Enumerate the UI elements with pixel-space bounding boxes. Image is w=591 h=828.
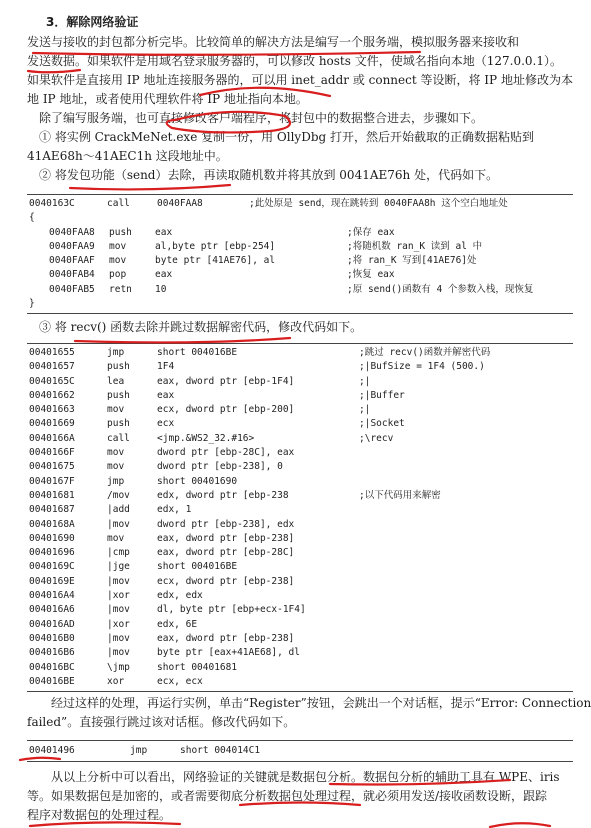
- code-address: 00401669: [29, 418, 75, 430]
- code-line: [27, 475, 573, 489]
- code-mnemonic: |mov: [107, 518, 130, 530]
- code-operand: dword ptr [ebp-238], edx: [157, 518, 295, 530]
- code-line: [27, 603, 573, 617]
- code-operand: ecx, dword ptr [ebp-200]: [157, 404, 295, 416]
- code-line: [27, 744, 573, 758]
- intro-paragraph: [27, 33, 572, 185]
- code-mnemonic: \jmp: [107, 661, 130, 673]
- code-mnemonic: mov: [107, 447, 125, 459]
- code-mnemonic: retn: [109, 283, 132, 295]
- code-line: [27, 268, 573, 282]
- code-operand: byte ptr [41AE76], al: [155, 255, 276, 267]
- step3-paragraph: [27, 318, 572, 337]
- code-address: 0040163C: [29, 198, 75, 209]
- code-address: 004016A6: [29, 604, 75, 616]
- text-line: 地 IP 地址，或者使用代理软件将 IP 地址指向本地。: [27, 92, 308, 106]
- code-address: 0040167F: [29, 475, 75, 487]
- code-address: 0040FAA9: [49, 240, 95, 252]
- underline-mark: [75, 338, 290, 342]
- code-line: [27, 197, 573, 211]
- code-line: [27, 403, 573, 417]
- text-line: 发送数据。如果软件是用域名登录服务器的，可以修改 hosts 文件，使域名指向本地（127.0.0.1）。: [27, 54, 562, 68]
- code-address: 00401696: [29, 547, 75, 559]
- code-address: 00401675: [29, 461, 75, 473]
- code-line: [27, 283, 573, 297]
- text-line: 如果软件是直接用 IP 地址连接服务器的，可以用 inet_addr 或 connect 等设断，将 IP 地址修改为本: [27, 73, 573, 87]
- code-operand: eax, dword ptr [ebp-1F4]: [157, 375, 295, 387]
- code-line: [27, 240, 573, 254]
- code-line: [27, 661, 573, 675]
- code-line: [27, 432, 573, 446]
- code-operand: short 004016BE: [157, 561, 238, 573]
- code-mnemonic: mov: [109, 255, 127, 267]
- code-comment: ;此处原是 send，现在跳转到 0040FAA8h 这个空白地址处: [249, 198, 508, 209]
- code-line: [27, 560, 573, 574]
- code-operand: eax, dword ptr [ebp-238]: [157, 632, 295, 644]
- code-mnemonic: xor: [107, 675, 125, 687]
- code-mnemonic: |mov: [107, 632, 130, 644]
- code-operand: eax: [155, 269, 173, 281]
- code-address: 0040FAB5: [49, 283, 95, 295]
- text-line: 除了编写服务端，也可直接修改客户端程序，将封包中的数据整合进去，步骤如下。: [27, 111, 484, 125]
- text-line: 从以上分析中可以看出，网络验证的关键就是数据包分析。数据包分析的辅助工具有 WPE、iris: [27, 770, 560, 784]
- after-paragraph: [27, 694, 591, 732]
- code-operand: eax, dword ptr [ebp-238]: [157, 532, 295, 544]
- code-mnemonic: push: [107, 361, 130, 373]
- code-operand: byte ptr [eax+41AE68], dl: [157, 647, 300, 659]
- code-mnemonic: jmp: [130, 745, 148, 756]
- text-line: 等。如果数据包是加密的，或者需要彻底分析数据包处理过程，就必须用发送/接收函数设断，跟踪: [27, 789, 548, 803]
- code-brace: }: [29, 298, 35, 310]
- code-line: [27, 646, 573, 660]
- code-mnemonic: |xor: [107, 618, 130, 630]
- code-operand: <jmp.&WS2_32.#16>: [157, 432, 255, 444]
- code-line: [27, 211, 573, 225]
- code-mnemonic: |mov: [107, 604, 130, 616]
- code-mnemonic: |mov: [107, 647, 130, 659]
- code-address: 0040FAAF: [49, 255, 95, 267]
- code-comment: ;将 ran_K 写到[41AE76]处: [347, 255, 477, 267]
- code-comment: ;|: [359, 375, 371, 387]
- code-comment: ;|: [359, 404, 371, 416]
- code-line: [27, 360, 573, 374]
- text-line: 程序对数据包的处理过程。: [27, 808, 172, 822]
- code-comment: ;\recv: [359, 432, 394, 444]
- code-operand: short 00401690: [157, 475, 238, 487]
- code-operand: dword ptr [ebp-28C], eax: [157, 447, 295, 459]
- code-operand: edx, 1: [157, 504, 192, 516]
- code-address: 0040FAA8: [49, 226, 95, 238]
- code-comment: ;原 send()函数有 4 个参数入栈，现恢复: [347, 283, 534, 295]
- code-line: [27, 226, 573, 240]
- code-line: [27, 675, 573, 689]
- code-line: [27, 503, 573, 517]
- code-address: 004016BE: [29, 675, 75, 687]
- code-block-recv: [27, 343, 573, 692]
- code-address: 0040165C: [29, 375, 75, 387]
- code-operand: 1F4: [157, 361, 175, 373]
- code-address: 004016A4: [29, 590, 75, 602]
- code-mnemonic: jmp: [107, 475, 125, 487]
- code-comment: ;|BufSize = 1F4 (500.): [359, 361, 485, 373]
- code-address: 00401655: [29, 347, 75, 358]
- code-address: 0040166A: [29, 432, 75, 444]
- code-mnemonic: push: [107, 418, 130, 430]
- code-line: [27, 297, 573, 311]
- code-comment: ;|Buffer: [359, 389, 405, 401]
- code-address: 00401657: [29, 361, 75, 373]
- code-line: [27, 546, 573, 560]
- code-operand: al,byte ptr [ebp-254]: [155, 240, 276, 252]
- code-mnemonic: call: [107, 198, 130, 209]
- code-comment: ;恢复 eax: [347, 269, 395, 281]
- code-comment: ;将随机数 ran_K 读到 al 中: [347, 240, 483, 252]
- code-address: 004016AD: [29, 618, 75, 630]
- text-line: failed”。直接强行跳过该对话框。修改代码如下。: [27, 715, 296, 729]
- code-operand: ecx: [157, 418, 175, 430]
- code-operand: edx, edx: [157, 590, 203, 602]
- code-line: [27, 375, 573, 389]
- code-mnemonic: mov: [107, 461, 125, 473]
- text-line: ① 将实例 CrackMeNet.exe 复制一份，用 OllyDbg 打开，然后开始截取的正确数据粘贴到: [27, 130, 535, 144]
- code-address: 0040168A: [29, 518, 75, 530]
- code-address: 0040169C: [29, 561, 75, 573]
- code-operand: dword ptr [ebp-238], 0: [157, 461, 283, 473]
- code-operand: edx, 6E: [157, 618, 198, 630]
- code-mnemonic: /mov: [107, 489, 130, 501]
- code-operand: eax, dword ptr [ebp-28C]: [157, 547, 295, 559]
- code-address: 004016B0: [29, 632, 75, 644]
- code-block-jump: [27, 740, 573, 762]
- code-mnemonic: call: [107, 432, 130, 444]
- code-address: 00401687: [29, 504, 75, 516]
- code-mnemonic: lea: [107, 375, 125, 387]
- code-mnemonic: |jge: [107, 561, 130, 573]
- text-line: ③ 将 recv() 函数去除并跳过数据解密代码，修改代码如下。: [27, 320, 363, 334]
- code-comment: ;|Socket: [359, 418, 405, 430]
- code-mnemonic: push: [107, 389, 130, 401]
- code-block-send: [27, 194, 573, 314]
- code-address: 00401496: [29, 745, 75, 756]
- code-mnemonic: push: [109, 226, 132, 238]
- code-mnemonic: |cmp: [107, 547, 130, 559]
- code-operand: short 004014C1: [180, 745, 261, 756]
- code-address: 00401690: [29, 532, 75, 544]
- code-line: [27, 618, 573, 632]
- code-address: 0040FAB4: [49, 269, 95, 281]
- text-line: 经过这样的处理，再运行实例，单击“Register”按钮，会跳出一个对话框，提示“Error: Connection: [27, 696, 591, 710]
- code-operand: edx, dword ptr [ebp-238: [157, 489, 289, 501]
- code-mnemonic: mov: [109, 240, 127, 252]
- code-comment: ;跳过 recv()函数并解密代码: [359, 347, 491, 358]
- code-mnemonic: mov: [107, 404, 125, 416]
- code-address: 00401681: [29, 489, 75, 501]
- code-operand: short 004016BE: [157, 347, 238, 358]
- code-comment: ;以下代码用来解密: [359, 489, 441, 501]
- code-line: [27, 518, 573, 532]
- code-address: 0040166F: [29, 447, 75, 459]
- code-line: [27, 417, 573, 431]
- code-line: [27, 489, 573, 503]
- code-mnemonic: mov: [107, 532, 125, 544]
- code-line: [27, 632, 573, 646]
- code-line: [27, 446, 573, 460]
- code-operand: eax: [155, 226, 173, 238]
- code-line: [27, 346, 573, 360]
- text-line: 发送与接收的封包都分析完毕。比较简单的解决方法是编写一个服务端，模拟服务器来接收和: [27, 35, 520, 49]
- code-operand: ecx, ecx: [157, 675, 203, 687]
- code-line: [27, 575, 573, 589]
- code-address: 00401662: [29, 389, 75, 401]
- code-mnemonic: |xor: [107, 590, 130, 602]
- code-mnemonic: |add: [107, 504, 130, 516]
- code-address: 004016B6: [29, 647, 75, 659]
- code-mnemonic: pop: [109, 269, 127, 281]
- code-mnemonic: jmp: [107, 347, 125, 358]
- code-address: 004016BC: [29, 661, 75, 673]
- section-heading: 3．解除网络验证: [46, 15, 139, 29]
- final-paragraph: [27, 768, 572, 825]
- code-operand: short 00401681: [157, 661, 238, 673]
- text-line: ② 将发包功能（send）去除，再读取随机数并将其放到 0041AE76h 处，代码如下。: [27, 168, 499, 182]
- code-line: [27, 460, 573, 474]
- text-line: 41AE68h～41AEC1h 这段地址中。: [27, 149, 228, 163]
- underline-mark: [70, 185, 230, 189]
- code-operand: dl, byte ptr [ebp+ecx-1F4]: [157, 604, 306, 616]
- code-address: 0040169E: [29, 575, 75, 587]
- code-line: [27, 532, 573, 546]
- code-comment: ;保存 eax: [347, 226, 395, 238]
- code-address: 00401663: [29, 404, 75, 416]
- code-mnemonic: |mov: [107, 575, 130, 587]
- code-line: [27, 589, 573, 603]
- code-line: [27, 389, 573, 403]
- code-operand: ecx, dword ptr [ebp-238]: [157, 575, 295, 587]
- code-operand: 0040FAA8: [157, 198, 203, 209]
- code-operand: 10: [155, 283, 167, 295]
- code-line: [27, 254, 573, 268]
- code-operand: eax: [157, 389, 175, 401]
- code-brace: {: [29, 212, 35, 224]
